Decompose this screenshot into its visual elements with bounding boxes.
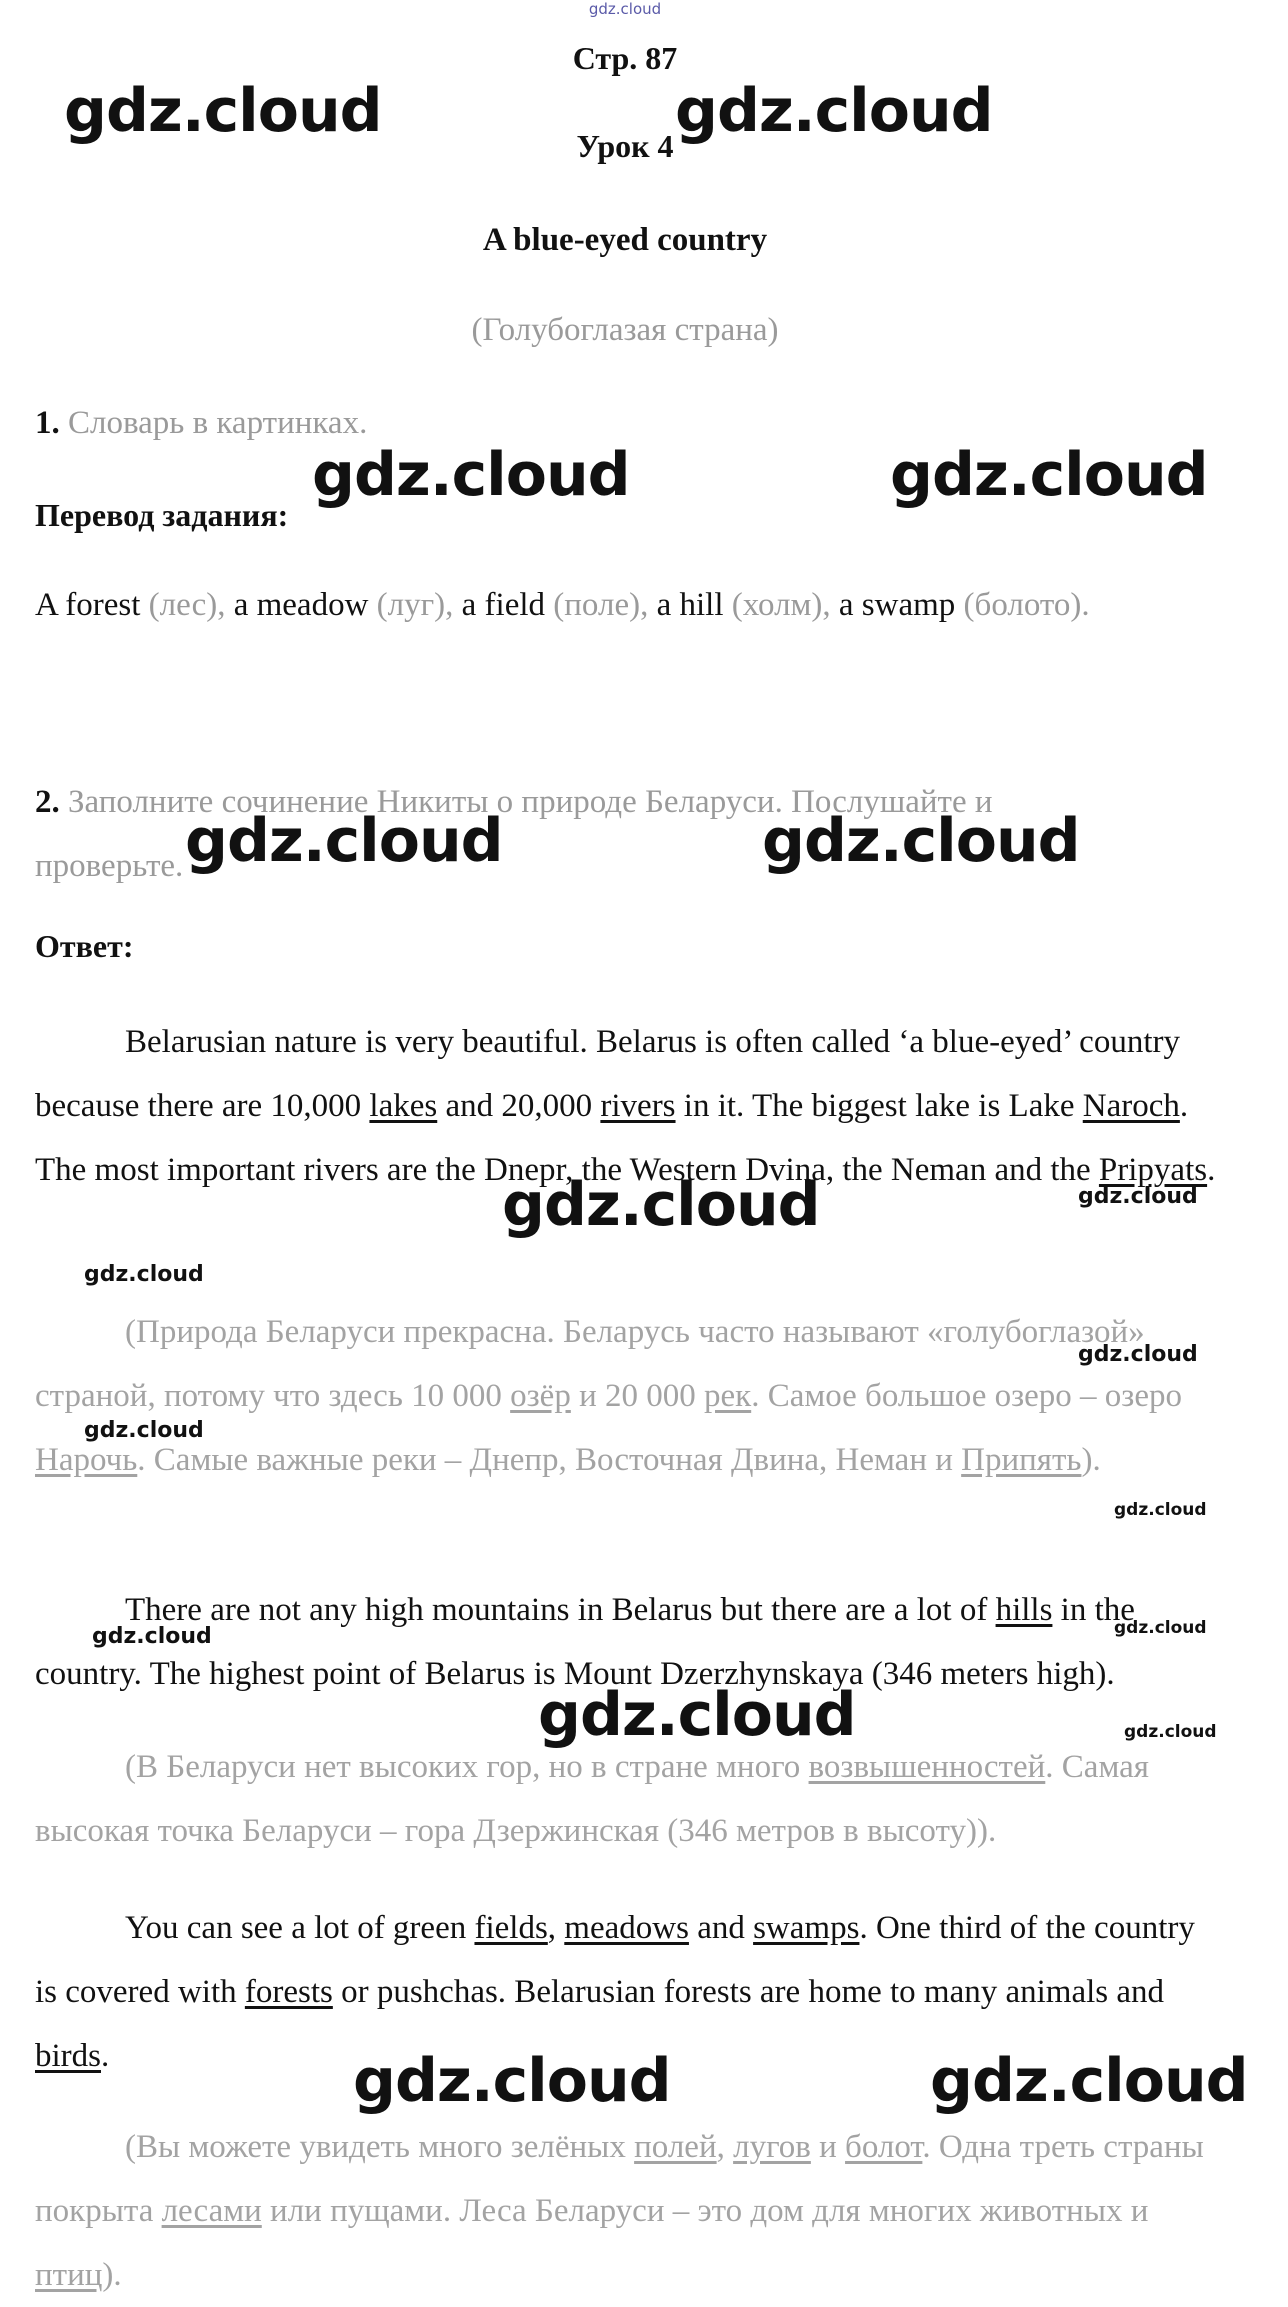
vocab-ru: (лес), (148, 587, 226, 623)
text: ). (1081, 1442, 1101, 1478)
watermark-logo: gdz.cloud (312, 440, 630, 510)
watermark-logo: gdz.cloud (890, 440, 1208, 510)
text: , (547, 1910, 565, 1946)
text: in it. The biggest lake is Lake (675, 1088, 1083, 1124)
vocab-list (35, 587, 1090, 624)
text: Belarusian nature is very beautiful. Belarus is often called ‘a blue-eyed’ country because there are 10,000 (35, 1024, 1180, 1124)
answer-word: Нарочь (35, 1442, 138, 1478)
watermark-logo: gdz.cloud (353, 2046, 671, 2116)
answer-word: рек (704, 1378, 752, 1414)
watermark-logo: gdz.cloud (92, 1624, 212, 1649)
text: . (101, 2038, 110, 2074)
answer-word: птиц (35, 2257, 103, 2293)
answer-word: лугов (733, 2129, 811, 2165)
vocab-en: a hill (656, 587, 724, 623)
answer-word: Naroch (1082, 1088, 1180, 1124)
page-label: Стр. 87 (572, 40, 678, 76)
text: и (810, 2129, 846, 2165)
text: in the country. The highest point of Belarus is Mount Dzerzhynskaya (346 meters high). (35, 1592, 1135, 1692)
vocab-en: A forest (35, 587, 141, 623)
text: . Одна треть страны покрыта (35, 2129, 1204, 2229)
text: ). (102, 2257, 122, 2293)
task2-instruction-line1: Заполните сочинение Никиты о природе Беларуси. Послушайте и (68, 784, 993, 820)
watermark-logo: gdz.cloud (502, 1170, 820, 1240)
answer-word: swamps (753, 1910, 860, 1946)
answer-word: rivers (600, 1088, 676, 1124)
answer-word: meadows (564, 1910, 689, 1946)
task1-instruction (35, 405, 367, 442)
text: and 20,000 (437, 1088, 601, 1124)
vocab-ru: (поле), (553, 587, 649, 623)
text: . Самые важные реки – Днепр, Восточная Двина, Неман и (137, 1442, 962, 1478)
task1-instruction-text: Словарь в картинках. (68, 405, 368, 441)
watermark-logo: gdz.cloud (1078, 1342, 1198, 1367)
task1-number: 1. (35, 405, 60, 441)
answer-word: birds (35, 2038, 101, 2074)
text: или пущами. Леса Беларуси – это дом для многих животных и (261, 2193, 1149, 2229)
answer-word: озёр (510, 1378, 571, 1414)
answer-word: возвышенностей (808, 1749, 1046, 1785)
watermark-logo: gdz.cloud (675, 76, 993, 146)
text: . Самое большое озеро – озеро (751, 1378, 1182, 1414)
paragraph-forests-ru (35, 2115, 1225, 2307)
page-title-translation: (Голубоглазая страна) (471, 312, 779, 348)
answer-word: hills (995, 1592, 1053, 1628)
text: There are not any high mountains in Belarus but there are a lot of (125, 1592, 996, 1628)
vocab-en: a field (461, 587, 546, 623)
answer-word: fields (474, 1910, 548, 1946)
vocab-en: a swamp (838, 587, 956, 623)
text: . One third of the country is covered with (35, 1910, 1195, 2010)
task2-instruction-line2: проверьте. (35, 848, 184, 884)
paragraph-mountains-ru (35, 1735, 1225, 1863)
watermark-logo: gdz.cloud (762, 806, 1080, 876)
vocab-en: a meadow (233, 587, 369, 623)
answer-word: лесами (161, 2193, 262, 2229)
answer-word: Припять (961, 1442, 1082, 1478)
text: . Самая высокая точка Беларуси – гора Дзержинская (346 метров в высоту)). (35, 1749, 1149, 1849)
text: . (1207, 1152, 1216, 1188)
watermark-logo: gdz.cloud (1114, 1500, 1207, 1520)
watermark-logo: gdz.cloud (84, 1262, 204, 1287)
text: (Вы можете увидеть много зелёных (125, 2129, 635, 2165)
watermark-logo: gdz.cloud (84, 1418, 204, 1443)
watermark-logo: gdz.cloud (538, 1680, 856, 1750)
watermark-logo: gdz.cloud (1124, 1722, 1217, 1742)
answer-word: Pripyats (1098, 1152, 1208, 1188)
text: и 20 000 (570, 1378, 704, 1414)
text: and (688, 1910, 754, 1946)
answer-word: болот (845, 2129, 923, 2165)
watermark-logo: gdz.cloud (1078, 1184, 1198, 1209)
answer-word: forests (244, 1974, 333, 2010)
answer-word: полей (634, 2129, 717, 2165)
vocab-ru: (болото). (963, 587, 1090, 623)
text: . The most important rivers are the Dnepr, the Western Dvina, the Neman and the (35, 1088, 1189, 1188)
text: , (716, 2129, 734, 2165)
text: (В Беларуси нет высоких гор, но в стране много (125, 1749, 809, 1785)
task1-translation-heading: Перевод задания: (35, 497, 289, 533)
answer-word: lakes (369, 1088, 438, 1124)
text: You can see a lot of green (125, 1910, 475, 1946)
watermark-logo: gdz.cloud (185, 806, 503, 876)
answer-heading: Ответ: (35, 928, 134, 964)
watermark-logo: gdz.cloud (930, 2046, 1248, 2116)
text: (Природа Беларуси прекрасна. Беларусь часто называют «голубоглазой» страной, потому что здесь 10 000 (35, 1314, 1145, 1414)
paragraph-nature-ru (35, 1300, 1225, 1492)
watermark-logo: gdz.cloud (1114, 1618, 1207, 1638)
watermark-logo: gdz.cloud (64, 76, 382, 146)
vocab-ru: (луг), (376, 587, 454, 623)
lesson-label: Урок 4 (576, 128, 674, 164)
vocab-ru: (холм), (731, 587, 831, 623)
page-title: A blue-eyed country (482, 222, 768, 258)
task2-number: 2. (35, 784, 60, 820)
site-mark-top: gdz.cloud (588, 0, 662, 18)
text: or pushchas. Belarusian forests are home to many animals and (332, 1974, 1165, 2010)
